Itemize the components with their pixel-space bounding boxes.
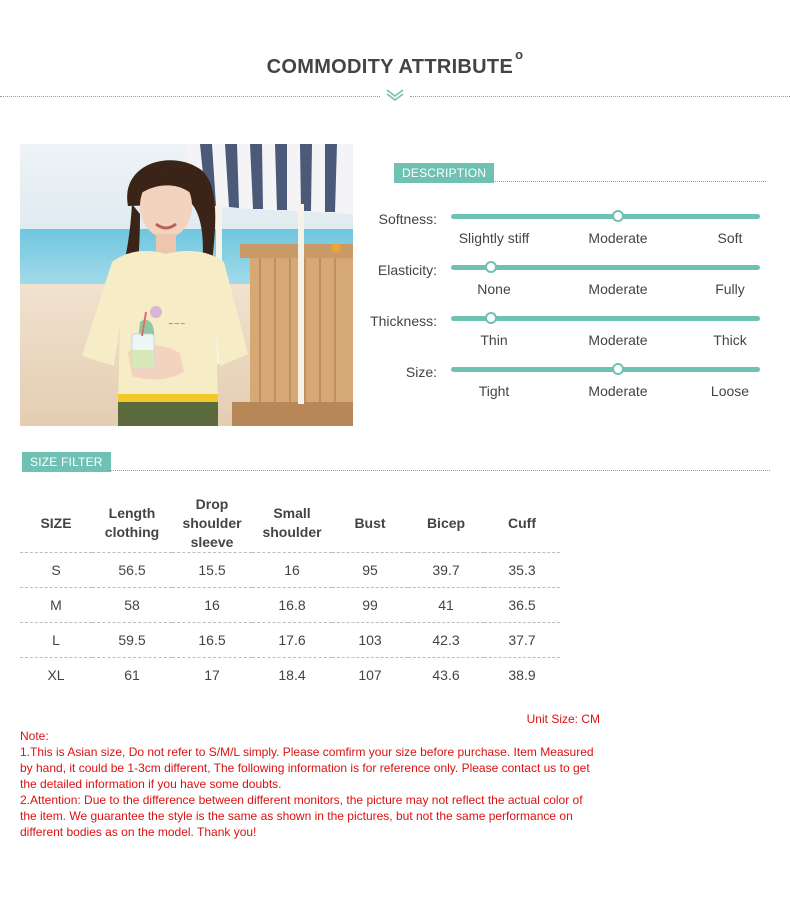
attribute-slider-knob (485, 261, 497, 273)
table-cell: 39.7 (408, 553, 484, 588)
table-cell: 59.5 (92, 623, 172, 658)
attribute-option: Moderate (588, 281, 648, 297)
attribute-slider-knob (485, 312, 497, 324)
attribute-label: Size: (405, 364, 437, 380)
table-cell: 17.6 (252, 623, 332, 658)
table-cell: 99 (332, 588, 408, 623)
degree-mark: o (515, 47, 524, 62)
table-cell: 38.9 (484, 658, 560, 693)
table-cell: 16.8 (252, 588, 332, 623)
table-cell: 95 (332, 553, 408, 588)
attribute-option: Fully (715, 281, 745, 297)
table-cell: 35.3 (484, 553, 560, 588)
attribute-option: None (477, 281, 511, 297)
table-cell: L (20, 623, 92, 658)
attribute-label: Thickness: (370, 313, 437, 329)
attribute-option: Soft (717, 230, 743, 246)
attribute-slider-track (451, 367, 760, 372)
note-item-1: 1.This is Asian size, Do not refer to S/M/L simply. Please comfirm your size before purchase. Item Measured by hand, it could be 1-3cm different, The following information is for reference only. Please contact us to get the detailed information if you have some doubts. (20, 745, 594, 791)
size-table-header-cell: Length clothing (104, 505, 160, 540)
description-divider (492, 181, 766, 182)
note-item-2: 2.Attention: Due to the difference between different monitors, the picture may not reflect the actual color of the item. We guarantee the style is the same as shown in the pictures, but not the same performance on different bodies as on the model. Thank you! (20, 793, 583, 839)
table-cell: 41 (408, 588, 484, 623)
table-cell: 18.4 (252, 658, 332, 693)
table-cell: 36.5 (484, 588, 560, 623)
table-row (20, 588, 560, 623)
table-cell: 15.5 (172, 553, 252, 588)
svg-text:~~~: ~~~ (168, 320, 186, 328)
attribute-slider-track (451, 316, 760, 321)
table-cell: 103 (332, 623, 408, 658)
page-title (0, 47, 790, 79)
table-row (20, 623, 560, 658)
chevron-down-icon (385, 88, 405, 102)
note-heading: Note: (20, 729, 49, 743)
table-cell: 107 (332, 658, 408, 693)
table-cell: 16.5 (172, 623, 252, 658)
size-filter-tag: SIZE FILTER (22, 452, 111, 472)
table-cell: 16 (252, 553, 332, 588)
divider-right (410, 96, 790, 97)
notes-block (20, 728, 602, 840)
attribute-option: Loose (710, 383, 750, 399)
table-cell: 16 (172, 588, 252, 623)
size-table-header-cell: Bust (354, 514, 386, 531)
table-cell: 58 (92, 588, 172, 623)
size-table-header-cell: Drop shoulder sleeve (182, 495, 242, 550)
attribute-option: Moderate (588, 383, 648, 399)
attribute-option: Moderate (588, 230, 648, 246)
size-filter-divider (108, 470, 770, 471)
table-cell: 37.7 (484, 623, 560, 658)
attribute-option: Thick (713, 332, 747, 348)
size-table-header-cell: SIZE (40, 514, 72, 531)
attribute-label: Softness: (378, 211, 437, 227)
attribute-option: Slightly stiff (458, 230, 530, 246)
description-tag: DESCRIPTION (394, 163, 494, 183)
product-photo (20, 144, 353, 426)
size-table-header (20, 494, 560, 553)
attribute-slider-track (451, 214, 760, 219)
table-row (20, 658, 560, 693)
table-row (20, 553, 560, 588)
table-cell: 42.3 (408, 623, 484, 658)
size-table (20, 494, 560, 692)
title-text: COMMODITY ATTRIBUTE (266, 56, 514, 78)
attribute-slider-knob (612, 363, 624, 375)
size-table-header-cell: Bicep (426, 514, 466, 531)
table-cell: 56.5 (92, 553, 172, 588)
table-cell: XL (20, 658, 92, 693)
table-cell: 43.6 (408, 658, 484, 693)
table-cell: 61 (92, 658, 172, 693)
table-cell: S (20, 553, 92, 588)
attribute-label: Elasticity: (377, 262, 437, 278)
table-cell: M (20, 588, 92, 623)
attribute-option: Thin (480, 332, 508, 348)
size-table-header-cell: Cuff (508, 514, 536, 531)
attribute-slider-knob (612, 210, 624, 222)
attribute-slider-track (451, 265, 760, 270)
unit-size-note: Unit Size: CM (526, 712, 600, 726)
size-table-body (20, 553, 560, 693)
attribute-option: Tight (478, 383, 510, 399)
attribute-option: Moderate (588, 332, 648, 348)
divider-left (0, 96, 380, 97)
table-cell: 17 (172, 658, 252, 693)
size-table-header-cell: Small shoulder (262, 505, 322, 540)
